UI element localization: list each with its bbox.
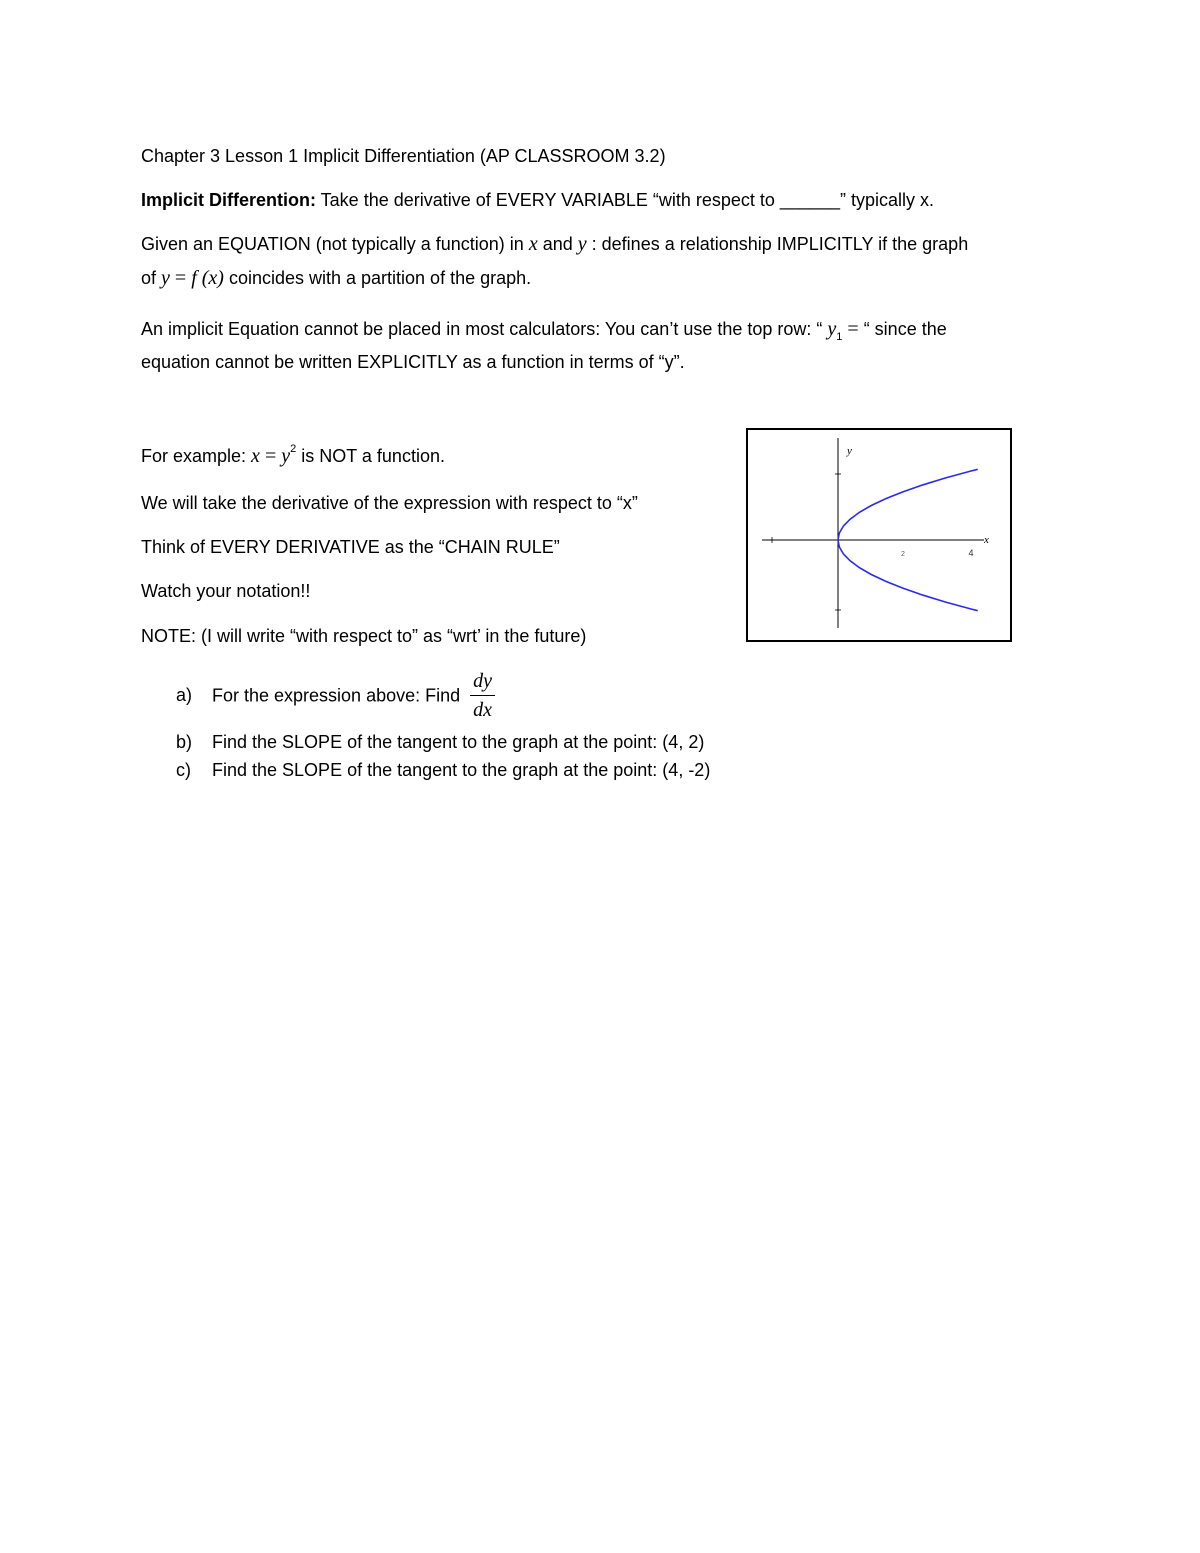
parabola-graph — [748, 430, 1010, 640]
eq-paren: (x) — [196, 267, 224, 289]
dy-dx-fraction — [470, 670, 495, 722]
page-title: Chapter 3 Lesson 1 Implicit Differentiation (AP CLASSROOM 3.2) — [141, 146, 666, 166]
y-axis-label: y — [847, 445, 852, 457]
example-suffix: is NOT a function. — [296, 446, 445, 466]
x-tick-label: 2 — [901, 551, 905, 558]
var-y: y — [577, 233, 587, 255]
calc-sub: 1 — [836, 331, 843, 343]
definition-text: Take the derivative of EVERY VARIABLE “with respect to ______” typically x. — [316, 190, 934, 210]
fraction-denominator: dx — [473, 699, 493, 721]
question-c — [176, 760, 710, 781]
note-line: Think of EVERY DERIVATIVE as the “CHAIN RULE” — [141, 537, 560, 557]
x-tick-label: 4 — [968, 548, 974, 558]
given-and: and — [537, 234, 578, 254]
example-exp: 2 — [290, 443, 297, 455]
x-axis-label: x — [984, 534, 989, 546]
note-line: NOTE: (I will write “with respect to” as “wrt’ in the future) — [141, 626, 587, 646]
example-eq: = — [259, 445, 282, 467]
note-line: Watch your notation!! — [141, 581, 311, 601]
calc-line-1 — [141, 318, 947, 343]
definition-term: Implicit Differention: — [141, 190, 316, 210]
calc-eq: = — [842, 318, 864, 340]
definition-line — [141, 191, 934, 209]
example-line — [141, 443, 445, 467]
graph-frame — [746, 428, 1012, 642]
given-part2: : defines a relationship IMPLICITLY if the graph — [586, 234, 969, 254]
calc-y: y — [827, 318, 837, 340]
question-b-text: Find the SLOPE of the tangent to the graph at the point: (4, 2) — [212, 732, 705, 752]
given-rest: coincides with a partition of the graph. — [223, 268, 532, 288]
given-line-1 — [141, 234, 968, 254]
calc-part2: “ since the — [863, 319, 947, 339]
question-b-label: b) — [176, 732, 193, 752]
calc-line-2: equation cannot be written EXPLICITLY as a function in terms of “y”. — [141, 352, 685, 372]
question-b — [176, 732, 704, 753]
given-of: of — [141, 268, 162, 288]
upper-branch-curve — [838, 469, 978, 540]
calc-part1: An implicit Equation cannot be placed in most calculators: You can’t use the top row: “ — [141, 319, 828, 339]
fraction-numerator: dy — [470, 670, 495, 696]
eq-equals: = — [169, 267, 192, 289]
given-line-2 — [141, 268, 531, 288]
question-c-text: Find the SLOPE of the tangent to the graph at the point: (4, -2) — [212, 760, 711, 780]
example-x: x — [251, 445, 260, 467]
question-a — [176, 670, 495, 722]
example-y: y — [281, 445, 291, 467]
example-prefix: For example: — [141, 446, 252, 466]
question-c-label: c) — [176, 760, 191, 780]
eq-f: f — [191, 267, 197, 289]
eq-y: y — [161, 267, 170, 289]
note-line: We will take the derivative of the expression with respect to “x” — [141, 493, 638, 513]
var-x: x — [528, 233, 538, 255]
given-part1: Given an EQUATION (not typically a function) in — [141, 234, 529, 254]
question-a-text: For the expression above: Find — [212, 685, 461, 706]
lower-branch-curve — [838, 540, 978, 611]
question-a-label: a) — [176, 684, 193, 705]
